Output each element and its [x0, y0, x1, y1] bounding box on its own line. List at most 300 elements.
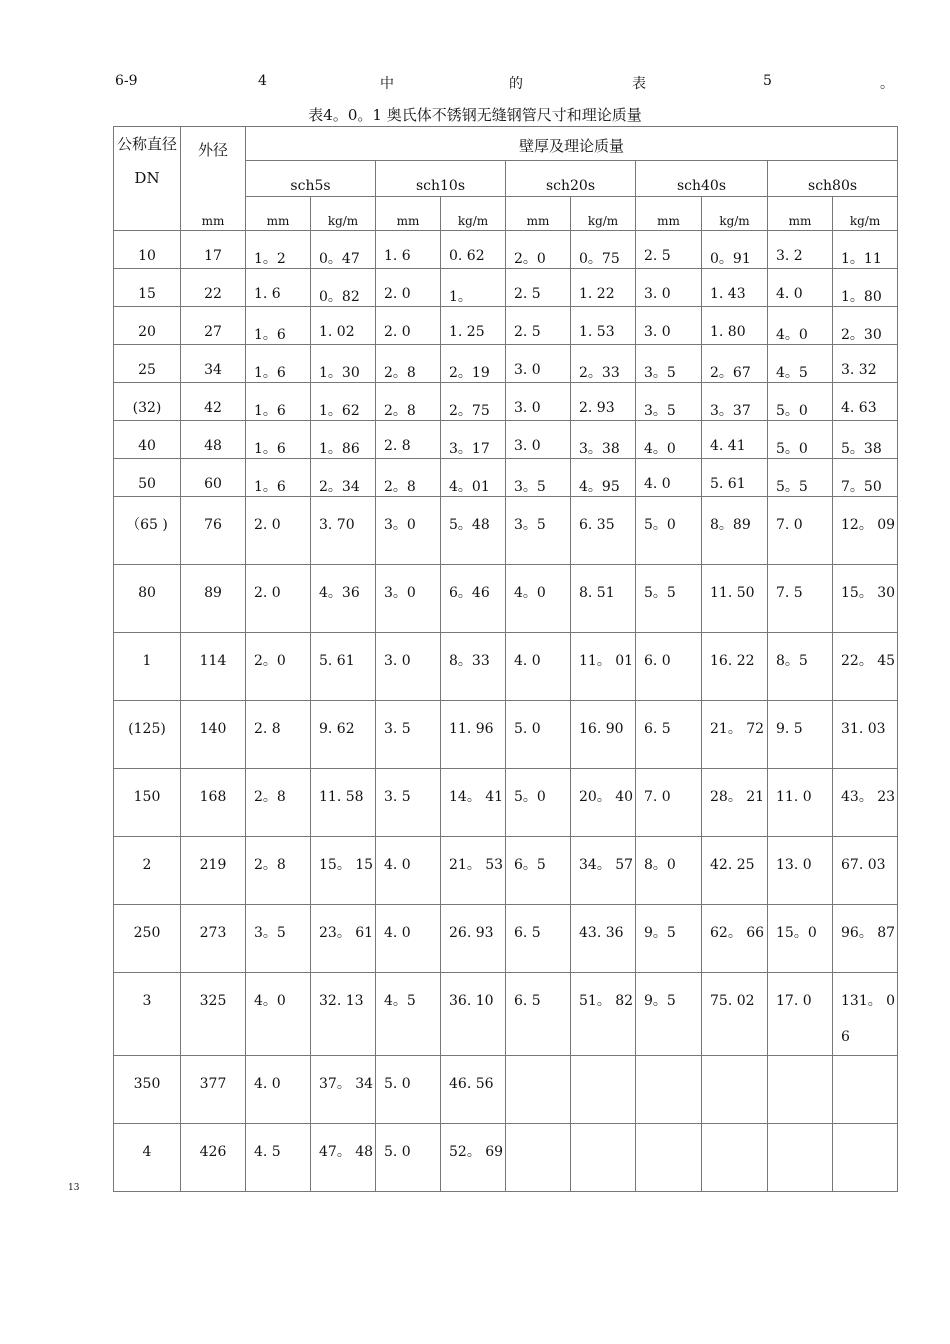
- table-cell: [246, 701, 311, 769]
- table-cell: [246, 497, 311, 565]
- cell-text: 1。86: [319, 441, 360, 457]
- cell-text: 3。0: [384, 517, 416, 533]
- cell-text: 8。33: [449, 653, 490, 669]
- intro-token: 6-9: [115, 73, 138, 89]
- table-cell: [311, 633, 376, 701]
- intro-token: 表: [632, 76, 646, 92]
- cell-text: 36. 10: [449, 993, 494, 1009]
- table-cell: [441, 497, 506, 565]
- header-schedule: sch40s: [636, 161, 768, 197]
- table-cell: [506, 497, 571, 565]
- table-cell: [441, 345, 506, 383]
- table-cell: [506, 701, 571, 769]
- cell-od: [181, 269, 246, 307]
- cell-text: 80: [138, 585, 156, 601]
- cell-text: 25: [138, 362, 156, 378]
- table-cell: [246, 1056, 311, 1124]
- table-cell: [702, 769, 768, 837]
- table-row: [114, 421, 898, 459]
- table-cell: [506, 973, 571, 1056]
- table-cell: [768, 1056, 833, 1124]
- table-cell: [571, 421, 636, 459]
- header-unit: kg/m: [833, 197, 898, 231]
- table-cell: [311, 905, 376, 973]
- table-cell: [768, 565, 833, 633]
- cell-od: [181, 497, 246, 565]
- table-cell: [506, 345, 571, 383]
- cell-text: 37。 34: [319, 1076, 374, 1092]
- cell-dn: [114, 837, 181, 905]
- cell-od: [181, 345, 246, 383]
- cell-text: 3. 70: [319, 517, 355, 533]
- cell-text: 2。67: [710, 365, 751, 381]
- table-cell: [636, 769, 702, 837]
- cell-text: 42. 25: [710, 857, 755, 873]
- table-cell: [506, 633, 571, 701]
- page-number: 13: [68, 1183, 80, 1193]
- table-cell: [636, 905, 702, 973]
- cell-text: 150: [133, 789, 161, 805]
- table-cell: [571, 383, 636, 421]
- table-cell: [768, 973, 833, 1056]
- table-cell: [833, 1124, 898, 1192]
- header-wall-thickness: 壁厚及理论质量: [246, 127, 898, 161]
- cell-text: 4. 0: [514, 653, 541, 669]
- table-cell: [833, 497, 898, 565]
- cell-text: [833, 1124, 897, 1134]
- intro-text-line: [115, 73, 895, 93]
- table-cell: [441, 459, 506, 497]
- table-cell: [441, 1124, 506, 1192]
- cell-text: 2。75: [449, 403, 490, 419]
- table-cell: [246, 769, 311, 837]
- table-cell: [768, 231, 833, 269]
- table-row: [114, 1124, 898, 1192]
- cell-text: 9. 5: [776, 721, 803, 737]
- header-unit: mm: [768, 197, 833, 231]
- header-unit: mm: [246, 197, 311, 231]
- cell-text: 426: [199, 1144, 227, 1160]
- table-cell: [376, 701, 441, 769]
- table-cell: [441, 701, 506, 769]
- table-cell: [768, 837, 833, 905]
- table-cell: [768, 307, 833, 345]
- table-cell: [441, 383, 506, 421]
- cell-text: 14。 41: [449, 789, 504, 805]
- table-row: [114, 1056, 898, 1124]
- cell-text: [506, 1056, 570, 1066]
- cell-text: 2. 0: [384, 286, 411, 302]
- table-cell: [702, 701, 768, 769]
- table-cell: [702, 905, 768, 973]
- cell-dn: [114, 701, 181, 769]
- cell-text: 0。82: [319, 289, 360, 305]
- cell-text: 34。 57: [579, 857, 634, 873]
- cell-text: 4。0: [776, 327, 808, 343]
- cell-text: [702, 1124, 767, 1134]
- table-cell: [441, 905, 506, 973]
- cell-text: 5. 61: [319, 653, 355, 669]
- cell-text: 6. 5: [644, 721, 671, 737]
- table-cell: [768, 497, 833, 565]
- table-cell: [636, 383, 702, 421]
- table-cell: [506, 459, 571, 497]
- cell-dn: [114, 633, 181, 701]
- table-cell: [376, 973, 441, 1056]
- cell-text: 114: [199, 653, 227, 669]
- table-cell: [636, 1124, 702, 1192]
- table-cell: [702, 973, 768, 1056]
- cell-text: 15。0: [776, 925, 817, 941]
- cell-text: 1。6: [254, 403, 286, 419]
- table-row: [114, 973, 898, 1056]
- table-cell: [506, 905, 571, 973]
- cell-text: 43。 23: [841, 789, 896, 805]
- cell-text: 11. 58: [319, 789, 364, 805]
- cell-text: 4: [142, 1144, 152, 1160]
- cell-text: 2。0: [514, 251, 546, 267]
- table-cell: [768, 269, 833, 307]
- table-cell: [311, 1124, 376, 1192]
- header-unit: kg/m: [571, 197, 636, 231]
- header-outer-diameter: [181, 127, 246, 231]
- table-cell: [702, 345, 768, 383]
- cell-text: 9。5: [644, 993, 676, 1009]
- table-cell: [636, 633, 702, 701]
- table-row: [114, 701, 898, 769]
- table-caption: 表4。0。1 奥氏体不锈钢无缝钢管尺寸和理论质量: [308, 106, 642, 124]
- table-cell: [833, 231, 898, 269]
- table-cell: [246, 307, 311, 345]
- table-cell: [833, 421, 898, 459]
- table-cell: [506, 1056, 571, 1124]
- header-unit: mm: [376, 197, 441, 231]
- cell-text: [636, 1124, 701, 1134]
- cell-od: [181, 1124, 246, 1192]
- cell-text: 5。0: [776, 441, 808, 457]
- cell-text: 22: [204, 286, 222, 302]
- cell-text: 1。6: [254, 327, 286, 343]
- cell-text: 13. 0: [776, 857, 812, 873]
- cell-od: [181, 633, 246, 701]
- cell-text: 4。0: [254, 993, 286, 1009]
- cell-text: 32. 13: [319, 993, 364, 1009]
- header-nominal-diameter: 公称直径DN: [114, 127, 181, 231]
- cell-text: 3。5: [514, 517, 546, 533]
- table-cell: [833, 837, 898, 905]
- cell-text: 3。37: [710, 403, 751, 419]
- table-cell: [571, 701, 636, 769]
- table-cell: [571, 905, 636, 973]
- cell-text: 3. 0: [644, 286, 671, 302]
- cell-text: 20。 40: [579, 789, 634, 805]
- table-cell: [702, 837, 768, 905]
- table-cell: [571, 345, 636, 383]
- cell-text: [571, 1056, 635, 1066]
- cell-text: 4. 5: [254, 1144, 281, 1160]
- cell-text: 1。: [449, 289, 472, 305]
- table-cell: [376, 905, 441, 973]
- table-cell: [768, 701, 833, 769]
- table-cell: [636, 345, 702, 383]
- table-cell: [833, 1056, 898, 1124]
- table-cell: [768, 421, 833, 459]
- table-cell: [246, 565, 311, 633]
- table-cell: [311, 307, 376, 345]
- cell-od: [181, 459, 246, 497]
- table-cell: [246, 633, 311, 701]
- cell-text: 2. 5: [514, 324, 541, 340]
- cell-text: 0。75: [579, 251, 620, 267]
- cell-od: [181, 769, 246, 837]
- cell-od: [181, 1056, 246, 1124]
- cell-text: 4。0: [514, 585, 546, 601]
- cell-text: 76: [204, 517, 222, 533]
- table-cell: [571, 307, 636, 345]
- table-cell: [702, 565, 768, 633]
- table-cell: [311, 345, 376, 383]
- table-row: [114, 565, 898, 633]
- table-cell: [311, 383, 376, 421]
- cell-text: 43. 36: [579, 925, 624, 941]
- cell-text: 5. 61: [710, 476, 746, 492]
- cell-od: [181, 973, 246, 1056]
- cell-text: 7. 0: [644, 789, 671, 805]
- cell-text: 325: [199, 993, 227, 1009]
- cell-od: [181, 307, 246, 345]
- cell-text: 6. 0: [644, 653, 671, 669]
- table-cell: [246, 421, 311, 459]
- table-cell: [833, 345, 898, 383]
- cell-text: 377: [199, 1076, 227, 1092]
- cell-text: [768, 1056, 832, 1066]
- cell-text: 2。8: [384, 365, 416, 381]
- header-schedule: sch10s: [376, 161, 506, 197]
- table-row: [114, 905, 898, 973]
- cell-dn: [114, 565, 181, 633]
- intro-token: 。: [880, 76, 894, 92]
- table-cell: [376, 421, 441, 459]
- intro-token: 5: [763, 73, 772, 89]
- intro-token: 的: [509, 76, 523, 92]
- table-cell: [311, 837, 376, 905]
- cell-text: [702, 1056, 767, 1066]
- cell-text: 2. 93: [579, 400, 615, 416]
- cell-text: 16. 90: [579, 721, 624, 737]
- cell-text: 20: [138, 324, 156, 340]
- cell-text: 6。5: [514, 857, 546, 873]
- table-cell: [833, 307, 898, 345]
- table-cell: [833, 905, 898, 973]
- cell-text: 1。6: [254, 441, 286, 457]
- cell-od: [181, 837, 246, 905]
- table-cell: [376, 497, 441, 565]
- cell-text: 5. 0: [384, 1076, 411, 1092]
- cell-text: 2: [142, 857, 152, 873]
- intro-token: 中: [380, 76, 394, 92]
- table-cell: [636, 973, 702, 1056]
- table-body: [114, 231, 898, 1192]
- cell-text: 168: [199, 789, 227, 805]
- cell-text: 11. 50: [710, 585, 755, 601]
- table-cell: [441, 307, 506, 345]
- table-cell: [506, 837, 571, 905]
- cell-text: 5. 0: [514, 721, 541, 737]
- table-cell: [441, 421, 506, 459]
- cell-text: 6。46: [449, 585, 490, 601]
- table-cell: [768, 905, 833, 973]
- cell-text: 3: [142, 993, 152, 1009]
- table-cell: [506, 565, 571, 633]
- table-cell: [833, 459, 898, 497]
- cell-text: [768, 1124, 832, 1134]
- table-cell: [768, 459, 833, 497]
- table-row: [114, 345, 898, 383]
- table-cell: [376, 269, 441, 307]
- cell-text: 2. 0: [254, 517, 281, 533]
- cell-text: 0。47: [319, 251, 360, 267]
- cell-text: 3。5: [514, 479, 546, 495]
- cell-text: 27: [204, 324, 222, 340]
- table-cell: [246, 973, 311, 1056]
- table-row: [114, 769, 898, 837]
- header-schedule: sch5s: [246, 161, 376, 197]
- cell-dn: [114, 1056, 181, 1124]
- cell-text: 219: [199, 857, 227, 873]
- table-cell: [833, 633, 898, 701]
- cell-text: 1。80: [841, 289, 882, 305]
- table-cell: [636, 307, 702, 345]
- cell-text: 5。5: [644, 585, 676, 601]
- cell-text: 28。 21: [710, 789, 765, 805]
- cell-text: 60: [204, 476, 222, 492]
- cell-text: 250: [133, 925, 161, 941]
- table-cell: [376, 769, 441, 837]
- cell-od: [181, 421, 246, 459]
- table-cell: [506, 231, 571, 269]
- table-row: [114, 383, 898, 421]
- cell-od: [181, 383, 246, 421]
- cell-dn: [114, 307, 181, 345]
- cell-text: 15。 30: [841, 585, 896, 601]
- cell-text: 21。 53: [449, 857, 504, 873]
- table-cell: [571, 269, 636, 307]
- cell-text: 10: [138, 248, 156, 264]
- table-cell: [311, 973, 376, 1056]
- table-cell: [246, 905, 311, 973]
- cell-text: 4。0: [644, 441, 676, 457]
- table-cell: [441, 837, 506, 905]
- table-cell: [571, 837, 636, 905]
- cell-text: 51。 82: [579, 993, 634, 1009]
- cell-text: 6. 5: [514, 925, 541, 941]
- cell-text: 2. 5: [514, 286, 541, 302]
- cell-text: 31. 03: [841, 721, 886, 737]
- cell-text: 3. 2: [776, 248, 803, 264]
- cell-text: 3. 0: [644, 324, 671, 340]
- cell-text: 4. 0: [254, 1076, 281, 1092]
- table-cell: [768, 345, 833, 383]
- cell-text: 11. 96: [449, 721, 494, 737]
- cell-text: 1。30: [319, 365, 360, 381]
- cell-text: 350: [133, 1076, 161, 1092]
- table-cell: [441, 1056, 506, 1124]
- pipe-dimension-table: [113, 126, 898, 1192]
- cell-od: [181, 701, 246, 769]
- cell-text: （65 ): [126, 517, 168, 533]
- cell-text: 1. 02: [319, 324, 355, 340]
- cell-text: 16. 22: [710, 653, 755, 669]
- cell-text: 3。0: [384, 585, 416, 601]
- cell-text: 3. 0: [384, 653, 411, 669]
- cell-text: 3。38: [579, 441, 620, 457]
- cell-text: 1: [142, 653, 152, 669]
- header-unit: mm: [506, 197, 571, 231]
- table-cell: [376, 383, 441, 421]
- table-cell: [636, 231, 702, 269]
- cell-text: 1。2: [254, 251, 286, 267]
- table-cell: [441, 565, 506, 633]
- cell-text: 5。5: [776, 479, 808, 495]
- cell-text: 5. 0: [384, 1144, 411, 1160]
- table-cell: [246, 269, 311, 307]
- cell-text: 15: [138, 286, 156, 302]
- intro-token: 4: [258, 73, 267, 89]
- table-row: [114, 633, 898, 701]
- table-cell: [311, 565, 376, 633]
- table-cell: [702, 421, 768, 459]
- cell-dn: [114, 1124, 181, 1192]
- table-cell: [571, 973, 636, 1056]
- cell-text: 11. 0: [776, 789, 812, 805]
- cell-text: 1. 53: [579, 324, 615, 340]
- cell-text: 5。0: [644, 517, 676, 533]
- table-cell: [833, 269, 898, 307]
- cell-text: 8。0: [644, 857, 676, 873]
- table-cell: [376, 231, 441, 269]
- cell-text: 3. 5: [384, 721, 411, 737]
- table-cell: [506, 307, 571, 345]
- cell-text: 0。91: [710, 251, 751, 267]
- header-schedule: sch20s: [506, 161, 636, 197]
- cell-text: 46. 56: [449, 1076, 494, 1092]
- cell-text: 4。5: [776, 365, 808, 381]
- cell-text: 22。 45: [841, 653, 896, 669]
- cell-text: (32): [132, 400, 162, 416]
- table-cell: [506, 383, 571, 421]
- cell-text: 7. 0: [776, 517, 803, 533]
- table-cell: [311, 769, 376, 837]
- table-cell: [636, 497, 702, 565]
- table-cell: [376, 1124, 441, 1192]
- cell-text: 2。33: [579, 365, 620, 381]
- table-cell: [376, 633, 441, 701]
- table-cell: [571, 633, 636, 701]
- cell-text: 12。 09: [841, 517, 896, 533]
- cell-text: 4. 0: [644, 476, 671, 492]
- table-cell: [376, 345, 441, 383]
- table-cell: [506, 269, 571, 307]
- table-cell: [702, 459, 768, 497]
- table-cell: [441, 231, 506, 269]
- cell-text: 4. 0: [384, 925, 411, 941]
- cell-text: 1. 80: [710, 324, 746, 340]
- cell-text: 140: [199, 721, 227, 737]
- cell-text: 42: [204, 400, 222, 416]
- table-cell: [441, 769, 506, 837]
- table-cell: [833, 701, 898, 769]
- cell-dn: [114, 269, 181, 307]
